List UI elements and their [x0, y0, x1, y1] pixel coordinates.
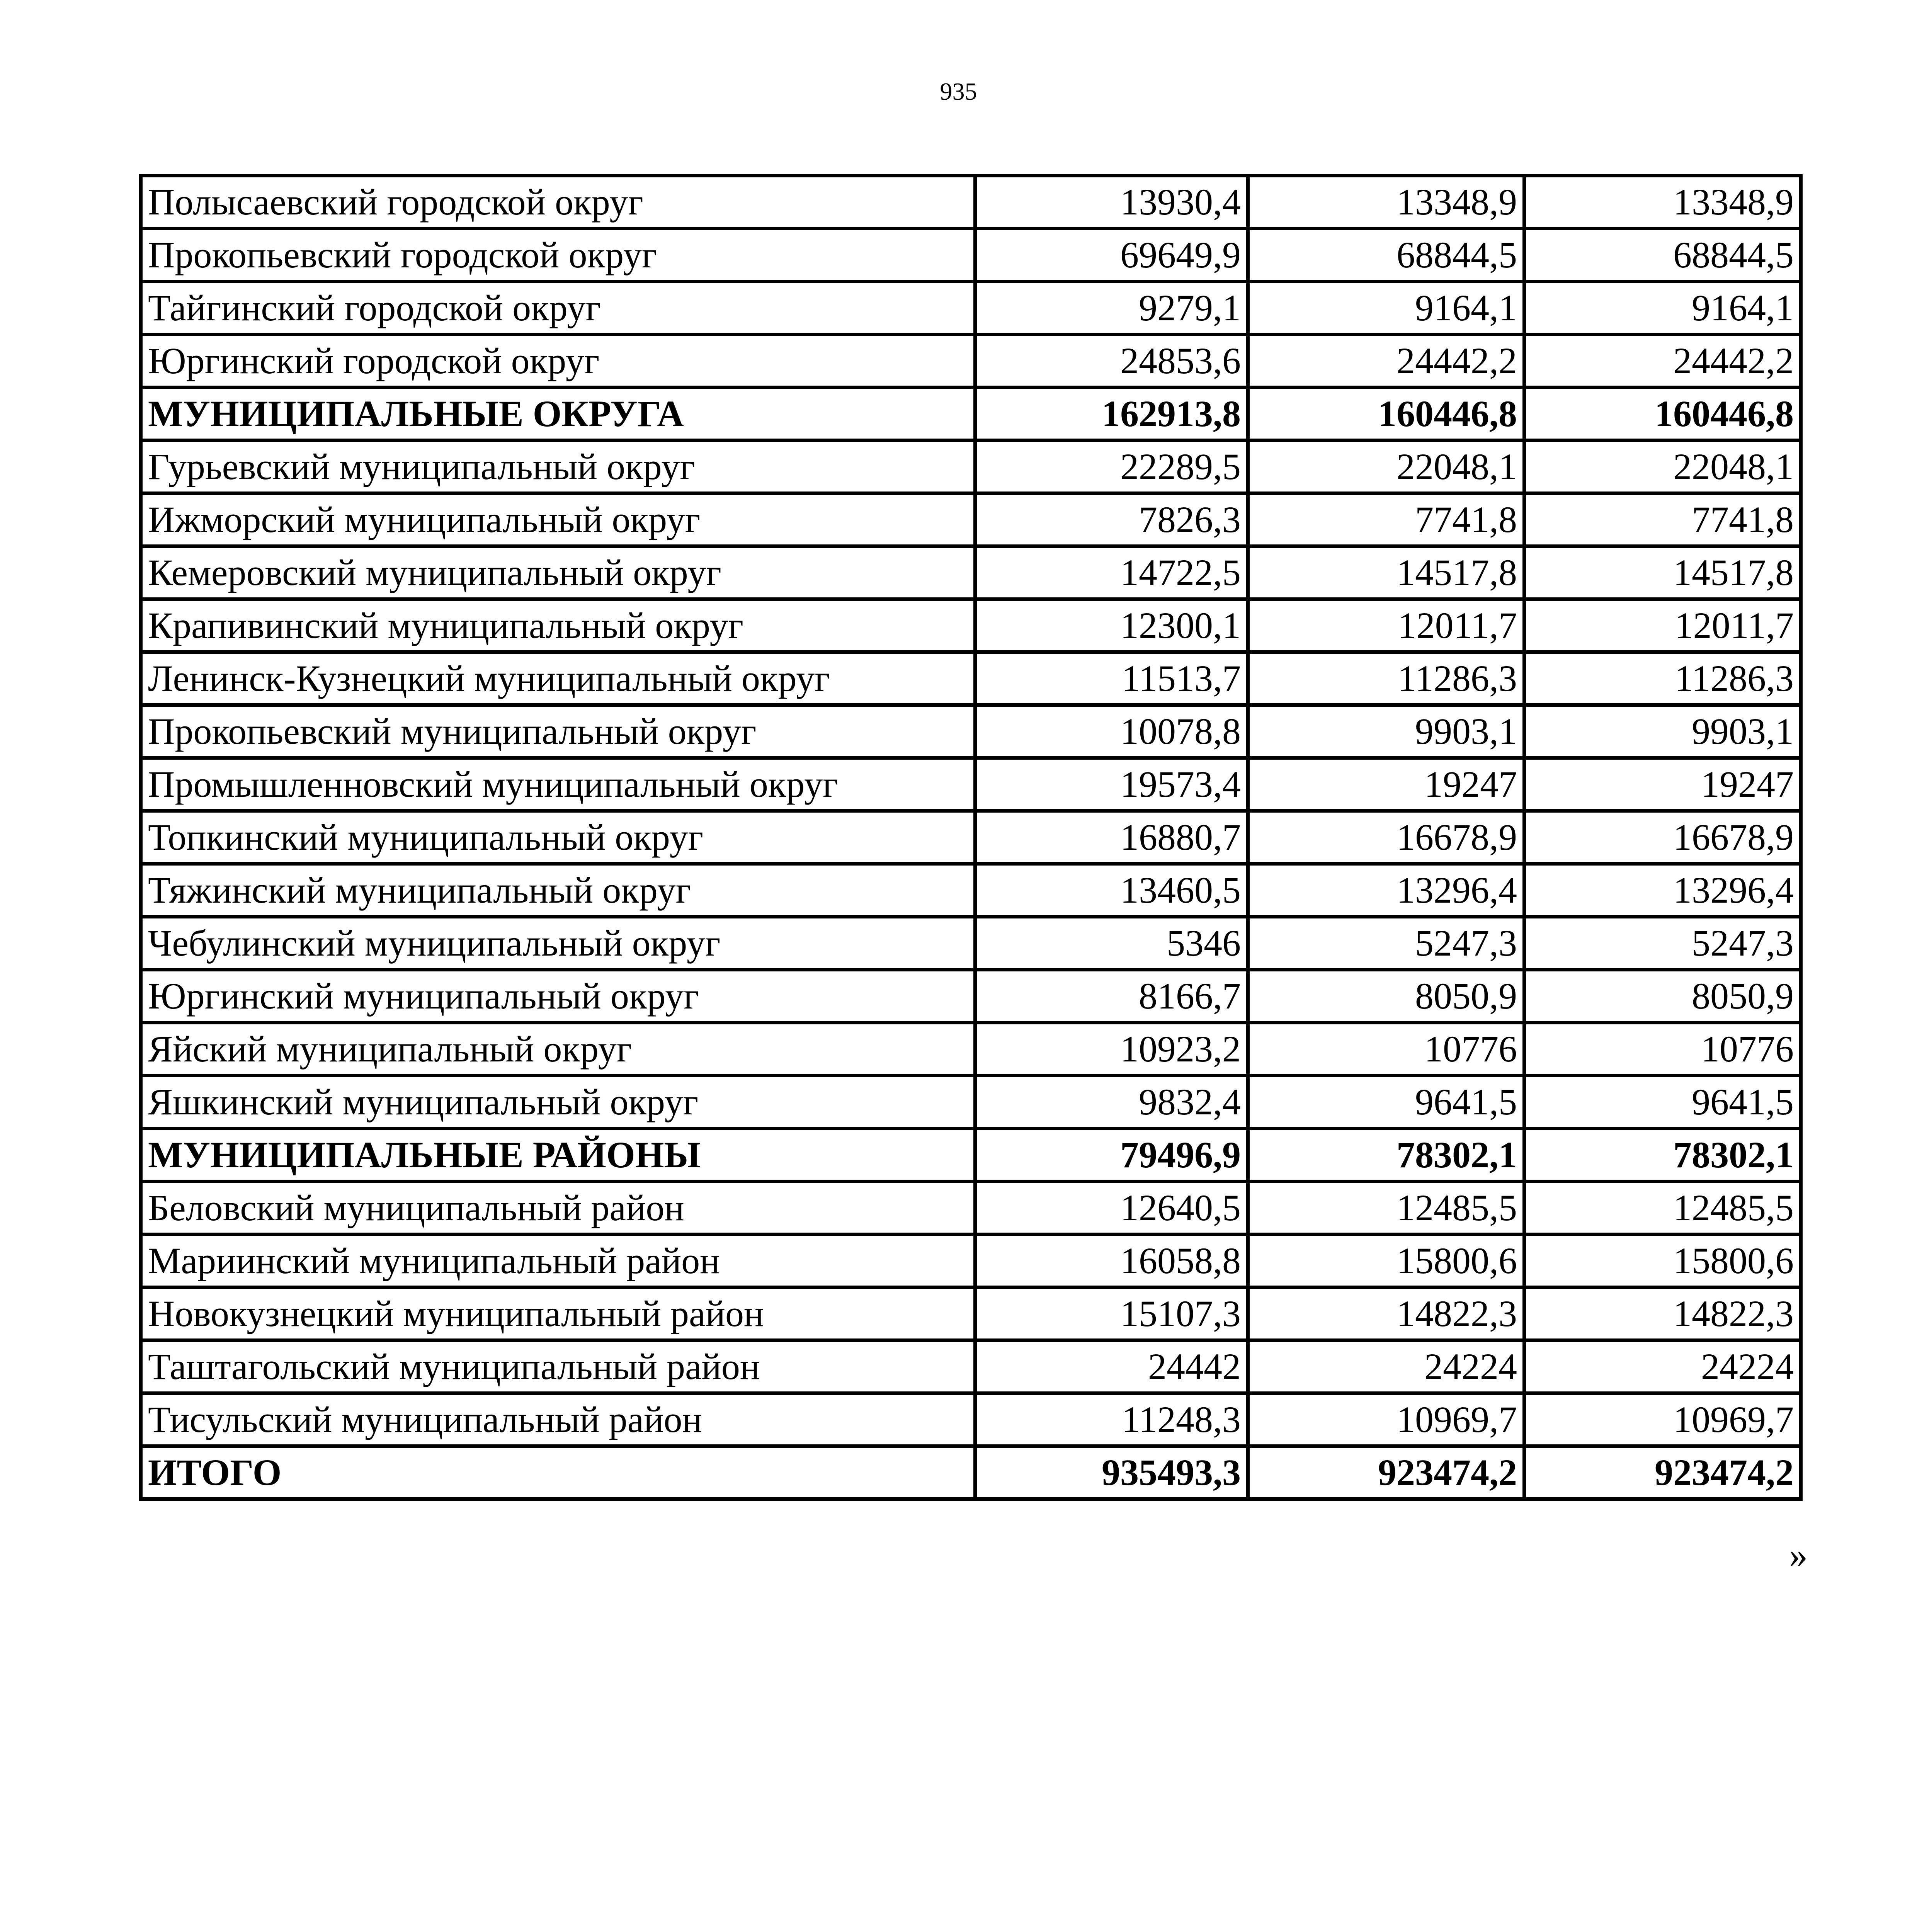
row-value-1: 162913,8 [975, 388, 1248, 440]
budget-table-body [141, 176, 1801, 1499]
row-value-3: 68844,5 [1524, 229, 1801, 282]
row-value-1: 15107,3 [975, 1287, 1248, 1340]
row-value-1: 16058,8 [975, 1235, 1248, 1287]
row-value-1: 935493,3 [975, 1446, 1248, 1499]
row-value-3: 8050,9 [1524, 970, 1801, 1023]
row-name: Мариинский муниципальный район [141, 1235, 975, 1287]
row-value-1: 7826,3 [975, 493, 1248, 546]
row-value-3: 16678,9 [1524, 811, 1801, 864]
table-summary-row [141, 388, 1801, 440]
row-value-1: 79496,9 [975, 1129, 1248, 1182]
row-value-3: 12011,7 [1524, 599, 1801, 652]
closing-quote: » [1789, 1534, 1808, 1575]
row-name: Юргинский муниципальный округ [141, 970, 975, 1023]
row-value-2: 12011,7 [1248, 599, 1524, 652]
row-value-2: 5247,3 [1248, 917, 1524, 970]
row-name: Прокопьевский городской округ [141, 229, 975, 282]
row-value-3: 22048,1 [1524, 440, 1801, 493]
row-name: Кемеровский муниципальный округ [141, 546, 975, 599]
budget-table [139, 174, 1803, 1501]
row-value-3: 9903,1 [1524, 705, 1801, 758]
row-name: Тисульский муниципальный район [141, 1393, 975, 1446]
page-number: 935 [940, 78, 977, 105]
row-value-1: 14722,5 [975, 546, 1248, 599]
row-value-2: 16678,9 [1248, 811, 1524, 864]
row-value-1: 10078,8 [975, 705, 1248, 758]
row-value-2: 14822,3 [1248, 1287, 1524, 1340]
table-row [141, 440, 1801, 493]
row-value-2: 9164,1 [1248, 282, 1524, 335]
row-value-2: 12485,5 [1248, 1182, 1524, 1235]
row-value-3: 923474,2 [1524, 1446, 1801, 1499]
row-value-1: 13460,5 [975, 864, 1248, 917]
row-name: Чебулинский муниципальный округ [141, 917, 975, 970]
table-row [141, 335, 1801, 388]
row-value-2: 9641,5 [1248, 1076, 1524, 1129]
table-row [141, 970, 1801, 1023]
row-name: Ижморский муниципальный округ [141, 493, 975, 546]
table-row [141, 546, 1801, 599]
row-name: Топкинский муниципальный округ [141, 811, 975, 864]
row-value-2: 13296,4 [1248, 864, 1524, 917]
row-value-2: 8050,9 [1248, 970, 1524, 1023]
row-value-3: 24224 [1524, 1340, 1801, 1393]
row-value-3: 7741,8 [1524, 493, 1801, 546]
table-row [141, 1235, 1801, 1287]
row-value-3: 9164,1 [1524, 282, 1801, 335]
table-row [141, 917, 1801, 970]
row-value-3: 13296,4 [1524, 864, 1801, 917]
row-name: МУНИЦИПАЛЬНЫЕ ОКРУГА [141, 388, 975, 440]
row-value-2: 9903,1 [1248, 705, 1524, 758]
row-name: Тяжинский муниципальный округ [141, 864, 975, 917]
row-value-1: 24853,6 [975, 335, 1248, 388]
row-value-2: 22048,1 [1248, 440, 1524, 493]
row-name: Крапивинский муниципальный округ [141, 599, 975, 652]
row-name: МУНИЦИПАЛЬНЫЕ РАЙОНЫ [141, 1129, 975, 1182]
table-summary-row [141, 1129, 1801, 1182]
table-row [141, 282, 1801, 335]
row-value-1: 19573,4 [975, 758, 1248, 811]
table-summary-row [141, 1446, 1801, 1499]
row-name: Тайгинский городской округ [141, 282, 975, 335]
row-value-3: 24442,2 [1524, 335, 1801, 388]
row-value-2: 11286,3 [1248, 652, 1524, 705]
row-value-1: 11513,7 [975, 652, 1248, 705]
row-value-2: 10776 [1248, 1023, 1524, 1076]
row-value-2: 19247 [1248, 758, 1524, 811]
row-value-1: 24442 [975, 1340, 1248, 1393]
row-value-2: 923474,2 [1248, 1446, 1524, 1499]
row-name: Беловский муниципальный район [141, 1182, 975, 1235]
table-row [141, 493, 1801, 546]
row-value-3: 78302,1 [1524, 1129, 1801, 1182]
row-value-3: 9641,5 [1524, 1076, 1801, 1129]
row-value-3: 13348,9 [1524, 176, 1801, 229]
row-value-3: 10776 [1524, 1023, 1801, 1076]
row-value-1: 12300,1 [975, 599, 1248, 652]
row-value-3: 15800,6 [1524, 1235, 1801, 1287]
row-name: Новокузнецкий муниципальный район [141, 1287, 975, 1340]
row-value-2: 7741,8 [1248, 493, 1524, 546]
row-value-3: 10969,7 [1524, 1393, 1801, 1446]
table-row [141, 1023, 1801, 1076]
row-value-2: 15800,6 [1248, 1235, 1524, 1287]
row-value-1: 13930,4 [975, 176, 1248, 229]
row-value-3: 14822,3 [1524, 1287, 1801, 1340]
row-value-3: 14517,8 [1524, 546, 1801, 599]
table-row [141, 705, 1801, 758]
table-row [141, 1287, 1801, 1340]
table-row [141, 864, 1801, 917]
table-row [141, 599, 1801, 652]
row-value-1: 9279,1 [975, 282, 1248, 335]
row-value-2: 24224 [1248, 1340, 1524, 1393]
row-name: Полысаевский городской округ [141, 176, 975, 229]
row-name: Яшкинский муниципальный округ [141, 1076, 975, 1129]
table-row [141, 176, 1801, 229]
row-value-1: 22289,5 [975, 440, 1248, 493]
row-value-2: 68844,5 [1248, 229, 1524, 282]
row-value-2: 24442,2 [1248, 335, 1524, 388]
row-value-2: 10969,7 [1248, 1393, 1524, 1446]
row-name: Ленинск-Кузнецкий муниципальный округ [141, 652, 975, 705]
row-value-3: 12485,5 [1524, 1182, 1801, 1235]
table-row [141, 811, 1801, 864]
row-value-1: 69649,9 [975, 229, 1248, 282]
row-value-3: 5247,3 [1524, 917, 1801, 970]
row-name: Юргинский городской округ [141, 335, 975, 388]
row-value-1: 8166,7 [975, 970, 1248, 1023]
row-value-3: 19247 [1524, 758, 1801, 811]
row-value-2: 14517,8 [1248, 546, 1524, 599]
row-name: Гурьевский муниципальный округ [141, 440, 975, 493]
table-row [141, 229, 1801, 282]
row-value-2: 13348,9 [1248, 176, 1524, 229]
row-name: Прокопьевский муниципальный округ [141, 705, 975, 758]
table-row [141, 758, 1801, 811]
row-value-1: 5346 [975, 917, 1248, 970]
row-name: Промышленновский муниципальный округ [141, 758, 975, 811]
row-value-1: 11248,3 [975, 1393, 1248, 1446]
table-row [141, 1076, 1801, 1129]
table-row [141, 1340, 1801, 1393]
row-value-3: 11286,3 [1524, 652, 1801, 705]
table-row [141, 652, 1801, 705]
row-value-1: 9832,4 [975, 1076, 1248, 1129]
table-row [141, 1393, 1801, 1446]
row-value-1: 10923,2 [975, 1023, 1248, 1076]
row-name: Таштагольский муниципальный район [141, 1340, 975, 1393]
table-row [141, 1182, 1801, 1235]
row-value-1: 16880,7 [975, 811, 1248, 864]
row-name: ИТОГО [141, 1446, 975, 1499]
row-value-1: 12640,5 [975, 1182, 1248, 1235]
row-name: Яйский муниципальный округ [141, 1023, 975, 1076]
row-value-2: 160446,8 [1248, 388, 1524, 440]
row-value-3: 160446,8 [1524, 388, 1801, 440]
row-value-2: 78302,1 [1248, 1129, 1524, 1182]
